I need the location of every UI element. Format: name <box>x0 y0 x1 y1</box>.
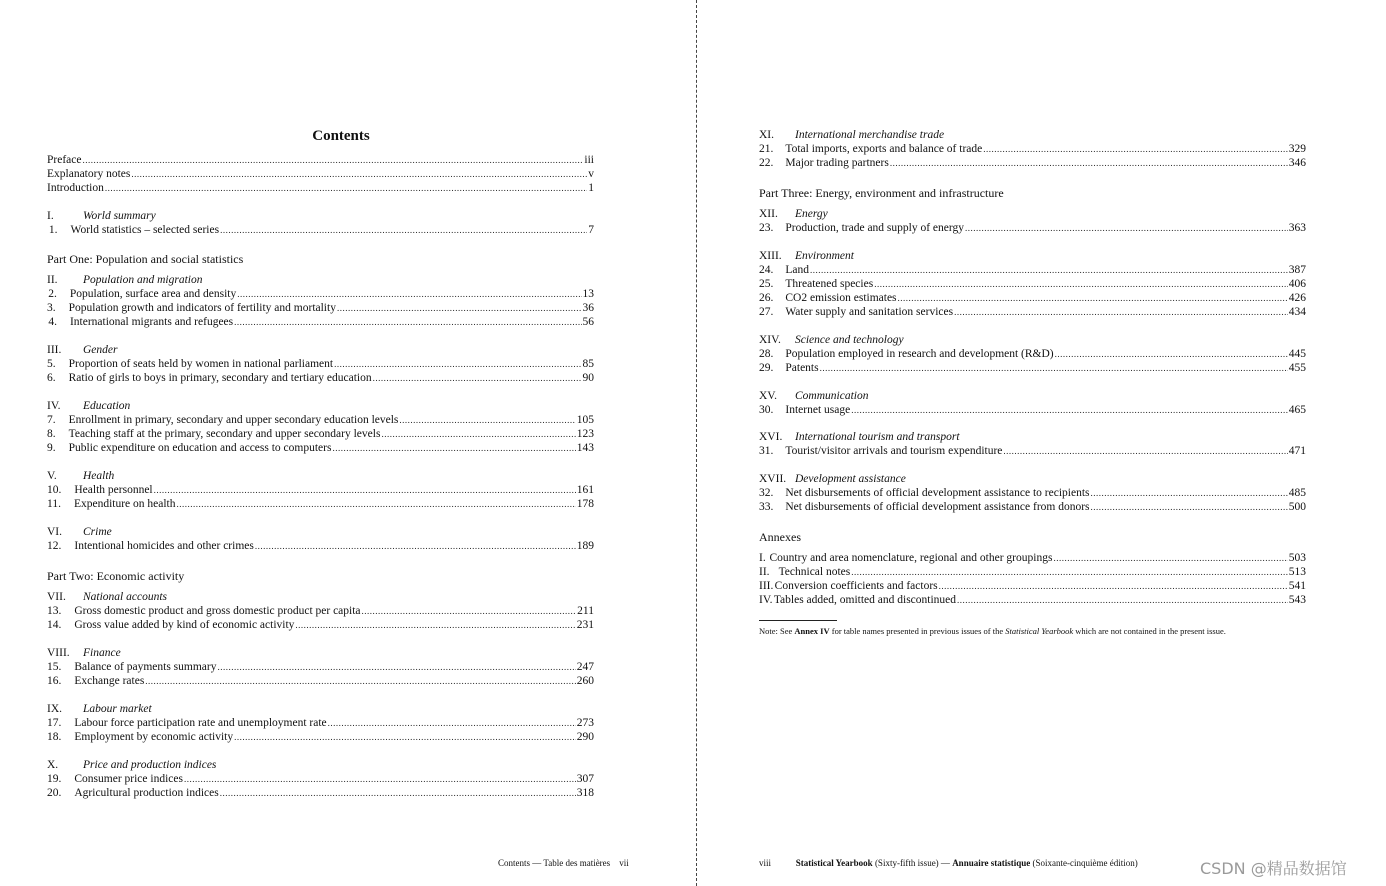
section-title: Health <box>83 470 115 482</box>
entry-page: 90 <box>582 372 594 384</box>
note-mid: for table names presented in previous issues of the <box>829 626 1006 636</box>
toc-entry[interactable] <box>47 357 594 371</box>
section-heading <box>47 590 594 604</box>
section-heading <box>759 333 1306 347</box>
part-heading: Part Two: Economic activity <box>47 569 185 583</box>
table-number: 5. <box>47 358 56 370</box>
entry-page: 56 <box>582 316 594 328</box>
entry-page: 123 <box>576 428 594 440</box>
section-title: Environment <box>795 250 854 262</box>
table-number: 17. <box>47 717 62 729</box>
leader-dots <box>890 156 1288 170</box>
section-title: Crime <box>83 526 112 538</box>
toc-entry[interactable] <box>47 730 594 744</box>
leader-dots <box>184 772 576 786</box>
leader-dots <box>954 305 1288 319</box>
annex-entry[interactable] <box>759 593 1306 607</box>
section-number: IX. <box>47 703 63 715</box>
table-number: 24. <box>759 264 774 276</box>
toc-entry[interactable] <box>47 371 594 385</box>
toc-entry[interactable] <box>759 486 1306 500</box>
section-number: XIII. <box>759 250 782 262</box>
entry-label: Net disbursements of official development assistance from donors <box>785 501 1090 513</box>
entry-label: Major trading partners <box>785 157 889 169</box>
entry-page: 543 <box>1288 594 1306 606</box>
leader-dots <box>898 291 1288 305</box>
table-number: 27. <box>759 306 774 318</box>
leader-dots <box>1055 347 1288 361</box>
section-heading <box>47 343 594 357</box>
page-divider <box>696 0 697 886</box>
entry-label: Intentional homicides and other crimes <box>74 540 254 552</box>
section-number: VI. <box>47 526 63 538</box>
leader-dots <box>1091 486 1288 500</box>
table-number: 8. <box>47 428 56 440</box>
toc-entry[interactable] <box>759 500 1306 514</box>
right-footer <box>759 858 1138 868</box>
section-number: VIII. <box>47 647 70 659</box>
annex-number: IV. <box>759 594 773 606</box>
leader-dots <box>234 730 576 744</box>
entry-page: 503 <box>1288 552 1306 564</box>
section-number: XII. <box>759 208 778 220</box>
entry-page: 211 <box>577 605 594 617</box>
leader-dots <box>82 153 583 167</box>
entry-label: Tourist/visitor arrivals and tourism expenditure <box>785 445 1003 457</box>
entry-page: 36 <box>582 302 594 314</box>
leader-dots <box>983 142 1288 156</box>
part-heading: Part One: Population and social statistics <box>47 252 244 266</box>
leader-dots <box>1091 500 1288 514</box>
leader-dots <box>874 277 1288 291</box>
section-heading <box>47 758 594 772</box>
entry-label: Balance of payments summary <box>74 661 217 673</box>
entry-page: 143 <box>576 442 594 454</box>
toc-entry[interactable] <box>759 347 1306 361</box>
toc-entry[interactable] <box>759 403 1306 417</box>
entry-page: 500 <box>1288 501 1306 513</box>
section-heading <box>759 207 1306 221</box>
table-number: 18. <box>47 731 62 743</box>
leader-dots <box>373 371 582 385</box>
leader-dots <box>145 674 575 688</box>
toc-entry[interactable] <box>47 301 594 315</box>
section-number: II. <box>47 274 58 286</box>
entry-label: Expenditure on health <box>73 498 176 510</box>
section-title: Energy <box>795 208 828 220</box>
entry-label: Production, trade and supply of energy <box>785 222 965 234</box>
footer-text: Contents — Table des matières <box>498 858 611 868</box>
entry-label: Introduction <box>47 182 104 194</box>
toc-entry-introduction[interactable] <box>47 181 594 195</box>
footer-title-en: Statistical Yearbook <box>795 858 873 868</box>
entry-label: Explanatory notes <box>47 168 131 180</box>
section-heading <box>47 399 594 413</box>
toc-entry-explanatory-notes[interactable] <box>47 167 594 181</box>
toc-entry[interactable] <box>47 413 594 427</box>
leader-dots <box>218 660 576 674</box>
leader-dots <box>810 263 1288 277</box>
entry-label: Labour force participation rate and unemployment rate <box>74 717 327 729</box>
section-number: XIV. <box>759 334 781 346</box>
note-annex-link[interactable]: Annex IV <box>794 626 830 636</box>
leader-dots <box>381 427 575 441</box>
table-number: 3. <box>47 302 56 314</box>
entry-page: 471 <box>1288 445 1306 457</box>
entry-label: Water supply and sanitation services <box>785 306 954 318</box>
section-title: Education <box>83 400 131 412</box>
section-number: XI. <box>759 129 775 141</box>
entry-label: Threatened species <box>785 278 874 290</box>
table-number: 15. <box>47 661 62 673</box>
entry-page: 247 <box>576 661 594 673</box>
section-title: Population and migration <box>83 274 203 286</box>
entry-label: Population, surface area and density <box>69 288 237 300</box>
entry-label: Country and area nomenclature, regional and other groupings <box>769 552 1053 564</box>
section-number: I. <box>47 210 54 222</box>
table-number: 1. <box>48 224 58 236</box>
table-number: 16. <box>47 675 62 687</box>
table-number: 2. <box>48 288 57 300</box>
table-number: 31. <box>759 445 774 457</box>
leader-dots <box>334 357 581 371</box>
toc-entry[interactable] <box>759 444 1306 458</box>
watermark: CSDN @精品数据馆 <box>1200 859 1347 878</box>
leader-dots <box>957 593 1288 607</box>
entry-page: 445 <box>1288 348 1306 360</box>
toc-entry[interactable] <box>47 315 594 329</box>
entry-label: Patents <box>785 362 819 374</box>
leader-dots <box>220 223 587 237</box>
section-title: International merchandise trade <box>795 129 945 141</box>
entry-page: 426 <box>1288 292 1306 304</box>
entry-label: Land <box>785 264 810 276</box>
table-number: 11. <box>47 498 61 510</box>
entry-page: iii <box>584 154 594 166</box>
entry-page: 346 <box>1288 157 1306 169</box>
leader-dots <box>255 539 576 553</box>
annex-entry[interactable] <box>759 551 1306 565</box>
annex-number: I. <box>759 552 766 564</box>
table-number: 25. <box>759 278 774 290</box>
section-title: World summary <box>83 210 156 222</box>
entry-page: 318 <box>576 787 594 799</box>
entry-label: Proportion of seats held by women in national parliament <box>68 358 334 370</box>
table-number: 19. <box>47 773 62 785</box>
entry-page: 541 <box>1288 580 1306 592</box>
leader-dots <box>295 618 575 632</box>
section-number: XV. <box>759 390 778 402</box>
toc-entry[interactable] <box>47 223 594 237</box>
leader-dots <box>965 221 1288 235</box>
section-heading <box>759 249 1306 263</box>
leader-dots <box>328 716 576 730</box>
entry-label: Preface <box>47 154 82 166</box>
entry-page: 189 <box>576 540 594 552</box>
section-heading <box>759 472 1306 486</box>
entry-page: 406 <box>1288 278 1306 290</box>
toc-entry[interactable] <box>759 277 1306 291</box>
leader-dots <box>237 287 581 301</box>
toc-entry-preface[interactable] <box>47 153 594 167</box>
toc-entry[interactable] <box>47 539 594 553</box>
annex-number: III. <box>759 580 774 592</box>
entry-page: 465 <box>1288 404 1306 416</box>
toc-entry[interactable] <box>47 786 594 800</box>
leader-dots <box>939 579 1288 593</box>
entry-label: Ratio of girls to boys in primary, secondary and tertiary education <box>68 372 372 384</box>
note-prefix: Note: See <box>759 626 795 636</box>
leader-dots <box>362 604 577 618</box>
entry-page: 161 <box>576 484 594 496</box>
entry-label: Consumer price indices <box>74 773 183 785</box>
entry-page: v <box>588 168 594 180</box>
section-heading <box>47 469 594 483</box>
toc-entry[interactable] <box>759 263 1306 277</box>
footer-issue-fr: (Soixante-cinquième édition) <box>1030 858 1138 868</box>
entry-page: 7 <box>588 224 594 236</box>
entry-label: Gross domestic product and gross domestic product per capita <box>74 605 361 617</box>
section-title: International tourism and transport <box>795 431 960 443</box>
toc-entry[interactable] <box>47 604 594 618</box>
entry-page: 231 <box>576 619 594 631</box>
entry-label: Population growth and indicators of fertility and mortality <box>68 302 336 314</box>
leader-dots <box>1003 444 1287 458</box>
toc-entry[interactable] <box>47 287 594 301</box>
table-number: 29. <box>759 362 774 374</box>
entry-page: 290 <box>576 731 594 743</box>
section-number: XVI. <box>759 431 783 443</box>
table-number: 6. <box>47 372 56 384</box>
section-number: X. <box>47 759 59 771</box>
section-heading <box>47 209 594 223</box>
entry-page: 178 <box>576 498 594 510</box>
section-title: Price and production indices <box>83 759 217 771</box>
entry-label: Employment by economic activity <box>74 731 234 743</box>
entry-label: Public expenditure on education and access to computers <box>68 442 332 454</box>
entry-label: Teaching staff at the primary, secondary and upper secondary levels <box>68 428 381 440</box>
section-number: XVII. <box>759 473 787 485</box>
entry-label: Conversion coefficients and factors <box>774 580 938 592</box>
toc-entry[interactable] <box>47 772 594 786</box>
entry-label: Exchange rates <box>74 675 145 687</box>
entry-label: Technical notes <box>778 566 851 578</box>
annexes-heading: Annexes <box>759 530 801 544</box>
entry-page: 434 <box>1288 306 1306 318</box>
leader-dots <box>399 413 575 427</box>
table-number: 26. <box>759 292 774 304</box>
leader-dots <box>131 167 587 181</box>
footer-page-number: vii <box>619 858 629 868</box>
section-heading <box>759 430 1306 444</box>
entry-page: 363 <box>1288 222 1306 234</box>
footer-title-fr: Annuaire statistique <box>952 858 1031 868</box>
toc-entry[interactable] <box>47 674 594 688</box>
toc-entry[interactable] <box>47 427 594 441</box>
entry-page: 485 <box>1288 487 1306 499</box>
toc-entry[interactable] <box>759 142 1306 156</box>
section-title: Gender <box>83 344 118 356</box>
leader-dots <box>851 565 1288 579</box>
section-heading <box>47 525 594 539</box>
entry-label: Enrollment in primary, secondary and upper secondary education levels <box>68 414 399 426</box>
leader-dots <box>337 301 582 315</box>
table-number: 28. <box>759 348 774 360</box>
table-number: 12. <box>47 540 62 552</box>
left-footer <box>498 858 629 868</box>
toc-entry[interactable] <box>47 441 594 455</box>
table-number: 4. <box>48 316 57 328</box>
leader-dots <box>154 483 576 497</box>
table-number: 10. <box>47 484 62 496</box>
table-number: 9. <box>47 442 56 454</box>
entry-page: 455 <box>1288 362 1306 374</box>
leader-dots <box>820 361 1288 375</box>
leader-dots <box>220 786 576 800</box>
section-heading <box>759 128 1306 142</box>
footer-page-number: viii <box>759 858 772 868</box>
entry-label: International migrants and refugees <box>69 316 234 328</box>
toc-entry[interactable] <box>47 660 594 674</box>
footnote-rule <box>759 620 837 621</box>
entry-page: 85 <box>582 358 594 370</box>
entry-label: Tables added, omitted and discontinued <box>773 594 957 606</box>
section-title: National accounts <box>83 591 168 603</box>
section-heading <box>47 646 594 660</box>
entry-label: Total imports, exports and balance of trade <box>785 143 983 155</box>
toc-entry[interactable] <box>759 361 1306 375</box>
entry-page: 307 <box>576 773 594 785</box>
entry-page: 513 <box>1288 566 1306 578</box>
section-title: Science and technology <box>795 334 904 346</box>
entry-page: 329 <box>1288 143 1306 155</box>
leader-dots <box>177 497 576 511</box>
note-publication: Statistical Yearbook <box>1005 626 1074 636</box>
table-number: 20. <box>47 787 62 799</box>
toc-entry[interactable] <box>759 156 1306 170</box>
annex-entry[interactable] <box>759 565 1306 579</box>
section-heading <box>759 389 1306 403</box>
footer-issue-en: (Sixty-fifth issue) — <box>872 858 953 868</box>
page-title: Contents <box>312 128 370 144</box>
section-heading <box>47 273 594 287</box>
entry-label: Net disbursements of official development assistance to recipients <box>785 487 1090 499</box>
section-number: IV. <box>47 400 61 412</box>
section-title: Communication <box>795 390 869 402</box>
toc-entry[interactable] <box>47 716 594 730</box>
annex-number: II. <box>759 566 770 578</box>
entry-page: 273 <box>576 717 594 729</box>
toc-entry[interactable] <box>759 221 1306 235</box>
entry-page: 13 <box>582 288 594 300</box>
table-number: 30. <box>759 404 774 416</box>
part-heading: Part Three: Energy, environment and infrastructure <box>759 186 1004 200</box>
entry-label: Internet usage <box>785 404 851 416</box>
entry-label: Population employed in research and development (R&D) <box>785 348 1054 360</box>
entry-label: CO2 emission estimates <box>785 292 897 304</box>
table-number: 22. <box>759 157 774 169</box>
toc-entry[interactable] <box>47 483 594 497</box>
table-number: 7. <box>47 414 56 426</box>
entry-page: 105 <box>576 414 594 426</box>
leader-dots <box>851 403 1288 417</box>
table-number: 21. <box>759 143 774 155</box>
note-suffix: which are not contained in the present issue. <box>1073 626 1226 636</box>
leader-dots <box>1053 551 1287 565</box>
toc-entry[interactable] <box>47 618 594 632</box>
leader-dots <box>105 181 587 195</box>
section-number: VII. <box>47 591 66 603</box>
section-number: III. <box>47 344 62 356</box>
table-number: 14. <box>47 619 62 631</box>
footnote <box>759 626 1226 636</box>
entry-page: 260 <box>576 675 594 687</box>
entry-page: 1 <box>588 182 594 194</box>
section-heading <box>47 702 594 716</box>
table-number: 33. <box>759 501 774 513</box>
toc-entry[interactable] <box>759 291 1306 305</box>
section-number: V. <box>47 470 57 482</box>
section-title: Development assistance <box>795 473 906 485</box>
annex-entry[interactable] <box>759 579 1306 593</box>
table-number: 32. <box>759 487 774 499</box>
toc-entry[interactable] <box>47 497 594 511</box>
entry-page: 387 <box>1288 264 1306 276</box>
section-title: Finance <box>83 647 121 659</box>
section-title: Labour market <box>83 703 152 715</box>
entry-label: World statistics – selected series <box>70 224 220 236</box>
table-number: 13. <box>47 605 62 617</box>
entry-label: Health personnel <box>74 484 153 496</box>
leader-dots <box>332 441 575 455</box>
entry-label: Agricultural production indices <box>74 787 219 799</box>
entry-label: Gross value added by kind of economic activity <box>74 619 295 631</box>
leader-dots <box>234 315 581 329</box>
toc-entry[interactable] <box>759 305 1306 319</box>
table-number: 23. <box>759 222 774 234</box>
